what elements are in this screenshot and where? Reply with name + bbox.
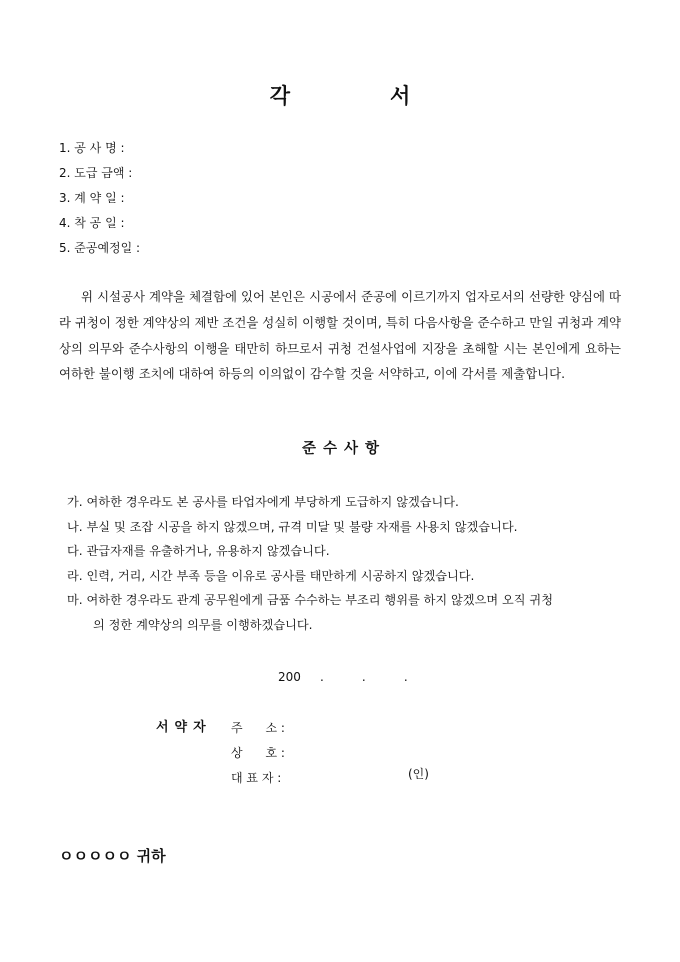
field-project-name: 1. 공 사 명 : — [59, 141, 125, 155]
field-completion-date: 5. 준공예정일 : — [59, 241, 141, 255]
field-start-date: 4. 착 공 일 : — [59, 216, 125, 230]
compliance-list — [67, 490, 627, 637]
title-char-1: 각 — [269, 84, 290, 108]
field-contract-amount: 2. 도급 금액 : — [59, 166, 133, 180]
list-item: 다. 관급자재를 유출하거나, 유용하지 않겠습니다. — [67, 544, 330, 558]
signer-label: 서약자 — [156, 720, 212, 735]
addressee: ㅇㅇㅇㅇㅇ 귀하 — [59, 847, 166, 865]
section-heading: 준수사항 — [301, 441, 387, 457]
signer-representative: 대 표 자 : — [231, 771, 282, 785]
field-contract-date: 3. 계 약 일 : — [59, 191, 125, 205]
list-item: 라. 인력, 거리, 시간 부족 등을 이유로 공사를 태만하게 시공하지 않겠습니다. — [67, 568, 475, 583]
date-line: 200 . . . — [278, 670, 408, 684]
seal-mark: (인) — [408, 767, 429, 781]
list-item: 나. 부실 및 조잡 시공을 하지 않겠으며, 규격 미달 및 불량 자재를 사용치 않겠습니다. — [67, 519, 518, 534]
list-item-continuation: 의 정한 계약상의 의무를 이행하겠습니다. — [93, 617, 313, 632]
signer-block — [231, 716, 285, 791]
list-item: 마. 여하한 경우라도 관계 공무원에게 금품 수수하는 부조리 행위를 하지 않겠으며 오직 귀청 — [67, 593, 553, 607]
contract-info-list — [59, 136, 140, 261]
signer-address: 주 소 : — [231, 721, 285, 735]
pledge-paragraph: 위 시설공사 계약을 체결함에 있어 본인은 시공에서 준공에 이르기까지 업자로서의 선량한 양심에 따라 귀청이 정한 계약상의 제반 조건을 성실히 이행할 것이며, 특히 다음사항을 준수하고 만일 귀청과 계약상의 의무와 준수사항의 이행을 태만히 하므로서 귀청 건설사업에 지장을 초해할 시는 본인에게 요하는 여하한 불이행 조치에 대하여 하등의 이의없이 감수할 것을 서약하고, 이에 각서를 제출합니다. — [59, 289, 621, 382]
title-char-2: 서 — [390, 84, 411, 108]
list-item: 가. 여하한 경우라도 본 공사를 타업자에게 부당하게 도급하지 않겠습니다. — [67, 495, 459, 509]
document-title — [0, 80, 680, 110]
signer-company: 상 호 : — [231, 746, 285, 760]
